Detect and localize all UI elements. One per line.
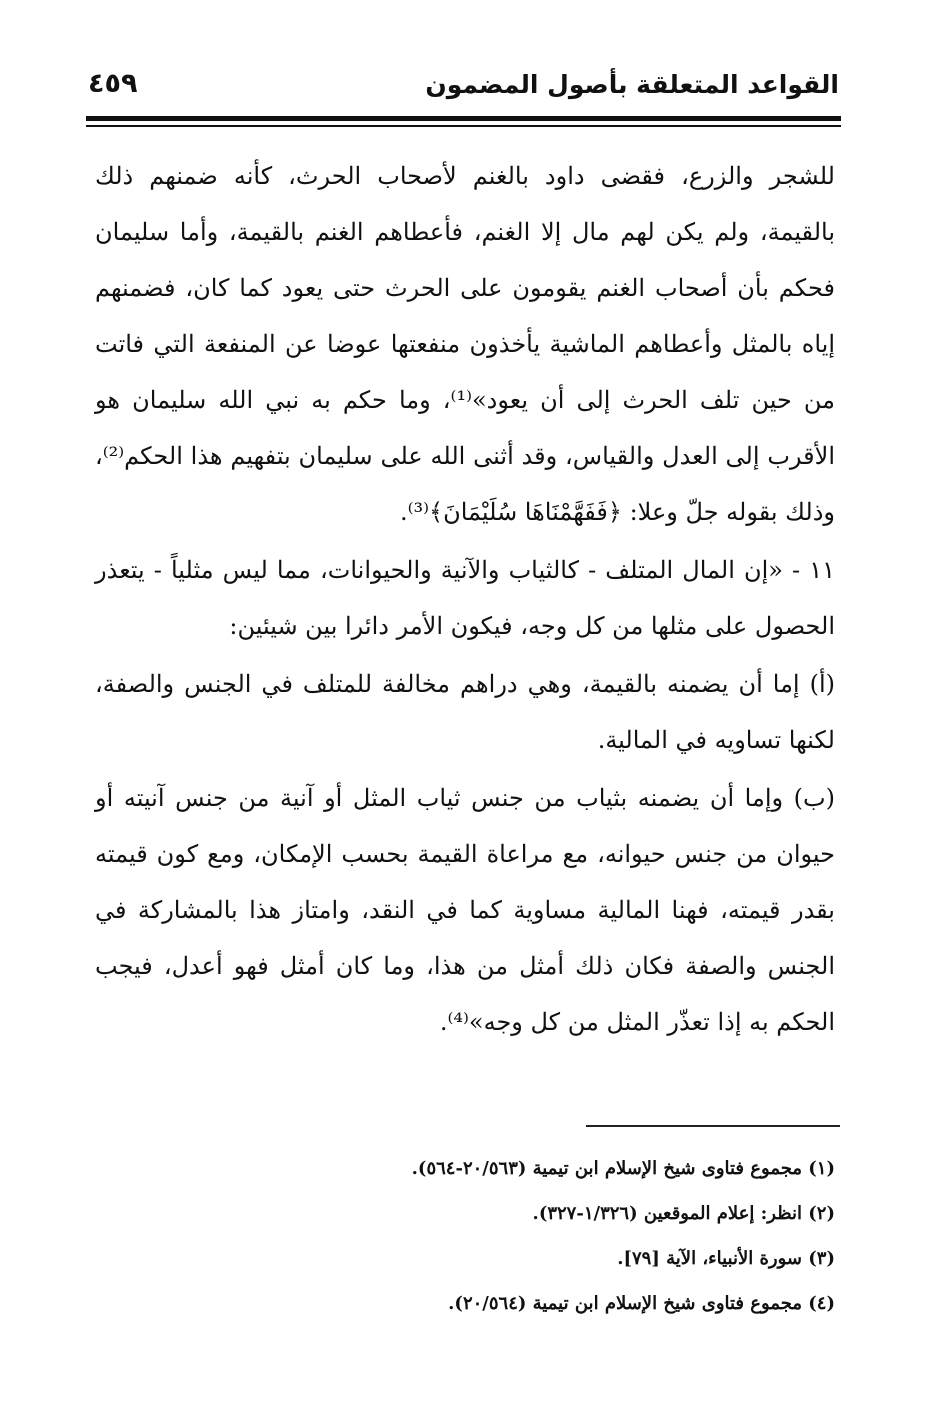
footnote: (٤) مجموع فتاوى شيخ الإسلام ابن تيمية (٢٠/٥٦٤). [448,1293,835,1314]
paragraph: ١١ - «إن المال المتلف - كالثياب والآنية والحيوانات، مما ليس مثلياً - يتعذر الحصول على مثلها من كل وجه، فيكون الأمر دائرا بين شيئين: [95,556,835,640]
page-number: ٤٥٩ [88,68,138,99]
footnote: (٢) انظر: إعلام الموقعين (١/٣٢٦-٣٢٧). [532,1203,835,1224]
footnote: (١) مجموع فتاوى شيخ الإسلام ابن تيمية (٢٠/٥٦٣-٥٦٤). [411,1158,835,1179]
header-rule-thin [86,125,841,127]
chapter-title: القواعد المتعلقة بأصول المضمون [425,70,839,99]
paragraph: (ب) وإما أن يضمنه بثياب من جنس ثياب المثل أو آنية من جنس آنيته أو حيوان من جنس حيوانه، مع مراعاة القيمة بحسب الإمكان، ومع كون قيمته بقدر قيمته، فهنا المالية مساوية كما في النقد، وامتاز هذا بالمشاركة في الجنس والصفة فكان ذلك أمثل من هذا، وما كان أمثل فهو أعدل، فيجب الحكم به إذا تعذّر المثل من كل وجه»⁽⁴⁾. [95,784,836,1036]
header-rule-thick [86,116,841,121]
footnotes [100,1146,835,1326]
footnote: (٣) سورة الأنبياء، الآية [٧٩]. [617,1248,835,1269]
footnote-separator [586,1125,840,1127]
paragraph: (أ) إما أن يضمنه بالقيمة، وهي دراهم مخالفة للمتلف في الجنس والصفة، لكنها تساويه في المالية. [95,670,835,754]
paragraph: للشجر والزرع، فقضى داود بالغنم لأصحاب الحرث، كأنه ضمنهم ذلك بالقيمة، ولم يكن لهم مال إلا الغنم، فأعطاهم الغنم بالقيمة، وأما سليمان فحكم بأن أصحاب الغنم يقومون على الحرث حتى يعود كما كان، فضمنهم إياه بالمثل وأعطاهم الماشية يأخذون منفعتها عوضا عن المنفعة التي فاتت من حين تلف الحرث إلى أن يعود»⁽¹⁾، وما حكم به نبي الله سليمان هو الأقرب إلى العدل والقياس، وقد أثنى الله على سليمان بتفهيم هذا الحكم⁽²⁾، وذلك بقوله جلّ وعلا: ﴿فَفَهَّمْنَاهَا سُلَيْمَانَ﴾⁽³⁾. [95,162,836,526]
running-header [88,68,839,110]
body-text [95,148,835,1050]
